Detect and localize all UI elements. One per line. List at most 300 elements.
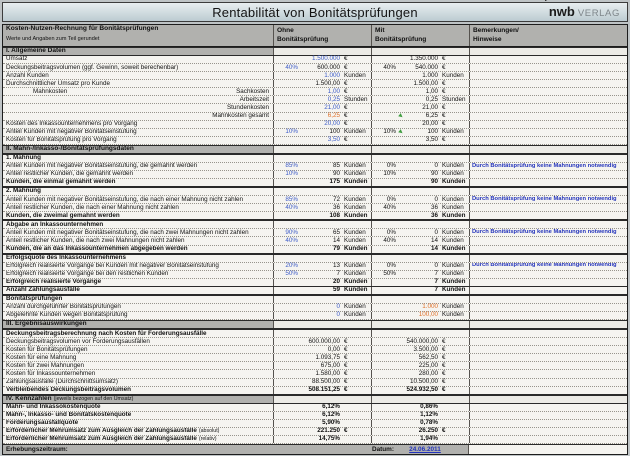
- row-label-cell: [3, 346, 274, 353]
- unit-label: €: [344, 79, 348, 87]
- cell-ohne[interactable]: [274, 436, 372, 443]
- cell-mit[interactable]: [372, 121, 470, 128]
- num-value: 0,86%: [420, 403, 438, 411]
- num-value: 508.151,25: [308, 385, 340, 393]
- row-label: Erforderlicher Mehrumsatz zum Ausgleich der Zahlungsausfälle: [6, 427, 197, 435]
- table-row: [3, 179, 627, 187]
- row-label: I. Allgemeine Daten: [6, 48, 66, 55]
- cell-ohne[interactable]: [274, 263, 372, 270]
- cell-mit[interactable]: [372, 171, 470, 178]
- cell-ohne[interactable]: [274, 404, 372, 411]
- cell-ohne[interactable]: [274, 196, 372, 203]
- cell-ohne[interactable]: [274, 163, 372, 170]
- cell-remark: [470, 129, 627, 136]
- row-label: Kunden, die an das Inkassounternehmen abgegeben werden: [6, 245, 188, 252]
- cell-ohne[interactable]: [274, 279, 372, 286]
- cell-ohne[interactable]: [274, 113, 372, 120]
- row-label-cell: [3, 279, 274, 286]
- cell-ohne[interactable]: [274, 137, 372, 144]
- num-value: 14,75%: [318, 435, 340, 443]
- cell-remark: [470, 321, 627, 328]
- num-value: 0,78%: [420, 419, 438, 427]
- num-value: 21,00: [324, 103, 340, 111]
- cell-remark: [470, 428, 627, 435]
- table-row: [3, 312, 627, 320]
- header-remarks-cell: [470, 25, 627, 46]
- num-value: 90: [332, 170, 340, 178]
- cell-remark: [470, 113, 627, 120]
- cell-remark: [470, 80, 627, 87]
- num-value: 7: [434, 278, 438, 286]
- cell-ohne[interactable]: [274, 56, 372, 63]
- cell-remark: [470, 196, 627, 203]
- num-value: 0: [336, 311, 340, 319]
- cell-mit[interactable]: [372, 379, 470, 386]
- cell-mit[interactable]: [372, 354, 470, 361]
- row-label: Anteil Kunden mit negativer Bonitätseinstufung: [6, 128, 137, 135]
- cell-ohne[interactable]: [274, 129, 372, 136]
- unit-label: Kunden: [344, 236, 366, 244]
- num-value: 1.000: [422, 71, 438, 79]
- unit-label: €: [442, 353, 446, 361]
- table-row: [3, 88, 627, 96]
- cell-ohne[interactable]: [274, 155, 372, 162]
- section-row: [3, 320, 627, 329]
- cell-ohne[interactable]: [274, 370, 372, 377]
- num-value: 100: [329, 128, 340, 135]
- cell-mit[interactable]: [372, 428, 470, 435]
- row-label: Kosten des Inkassounternehmens pro Vorgang: [6, 120, 138, 127]
- cell-mit[interactable]: [372, 204, 470, 211]
- cell-mit[interactable]: [372, 255, 470, 262]
- cell-ohne[interactable]: [274, 362, 372, 369]
- cell-ohne[interactable]: [274, 412, 372, 419]
- cell-ohne[interactable]: [274, 246, 372, 253]
- unit-label: Kunden: [344, 286, 368, 294]
- cell-mit[interactable]: [372, 48, 470, 55]
- cell-remark: [470, 404, 627, 411]
- cell-mit[interactable]: [372, 56, 470, 63]
- title-bar: [2, 2, 628, 22]
- cell-ohne[interactable]: [274, 171, 372, 178]
- table-row: [3, 436, 627, 444]
- row-label-cell: [3, 330, 274, 337]
- num-value: 72: [332, 195, 340, 203]
- row-label-cell: [3, 379, 274, 386]
- unit-label: Kunden: [442, 236, 464, 244]
- header-subtitle: Werte und Angaben zum Teil gerundet: [6, 35, 100, 42]
- cell-ohne[interactable]: [274, 271, 372, 278]
- row-label-cell: [3, 96, 274, 103]
- num-value: 6,12%: [322, 403, 340, 411]
- table-row: [3, 104, 627, 112]
- unit-label: Kunden: [344, 244, 368, 252]
- row-label: Kosten für eine Mahnung: [6, 354, 77, 361]
- cell-mit[interactable]: [372, 137, 470, 144]
- cell-remark: [470, 121, 627, 128]
- header-remarks-line2: Hinweise: [473, 35, 502, 43]
- cell-ohne[interactable]: [274, 312, 372, 319]
- row-label: Mahn- und Inkassokostenquote: [6, 403, 101, 411]
- row-label: Anteil restlicher Kunden, die gemahnt werden: [6, 170, 134, 178]
- row-sublabel: Arbeitszeit: [239, 96, 269, 103]
- cell-remark: [470, 204, 627, 211]
- cell-remark: [470, 354, 627, 361]
- cell-mit[interactable]: [372, 179, 470, 186]
- cell-ohne[interactable]: [274, 354, 372, 361]
- cell-mit[interactable]: [372, 155, 470, 162]
- cell-ohne[interactable]: [274, 121, 372, 128]
- cell-ohne[interactable]: [274, 255, 372, 262]
- unit-label: €: [344, 119, 348, 127]
- row-label-cell: [3, 370, 274, 377]
- cell-mit[interactable]: [372, 287, 470, 294]
- num-value: 100,00: [418, 311, 438, 319]
- cell-ohne[interactable]: [274, 304, 372, 311]
- row-label-note: (jeweils bezogen auf den Umsatz): [53, 395, 134, 402]
- table-row: [3, 80, 627, 88]
- pct-value: 0%: [386, 228, 396, 236]
- header-ohne-line2: Bonitätsprüfung: [277, 35, 329, 43]
- row-label-cell: [3, 221, 274, 228]
- unit-label: €: [344, 345, 348, 353]
- cell-mit[interactable]: [372, 330, 470, 337]
- unit-label: €: [442, 361, 446, 369]
- cell-ohne[interactable]: [274, 179, 372, 186]
- cell-ohne[interactable]: [274, 80, 372, 87]
- cell-ohne[interactable]: [274, 48, 372, 55]
- nwb-logo-name: nwb: [548, 4, 575, 19]
- num-value: 600.000: [317, 63, 340, 71]
- unit-label: Kunden: [442, 262, 464, 269]
- unit-label: €: [442, 377, 446, 385]
- num-value: 5,90%: [322, 419, 340, 427]
- cell-remark: [470, 330, 627, 337]
- row-label-cell: [3, 121, 274, 128]
- pct-value: 40%: [383, 63, 396, 71]
- row-label-cell: [3, 271, 274, 278]
- num-value: 7: [434, 286, 438, 294]
- cell-mit[interactable]: [372, 129, 470, 136]
- cell-ohne[interactable]: [274, 64, 372, 71]
- cell-mit[interactable]: [372, 279, 470, 286]
- cell-ohne[interactable]: [274, 229, 372, 236]
- cell-mit[interactable]: [372, 436, 470, 443]
- cell-ohne[interactable]: [274, 72, 372, 79]
- unit-label: €: [442, 136, 446, 144]
- page-title: Rentabilität von Bonitätsprüfungen: [212, 4, 418, 20]
- cell-mit[interactable]: [372, 221, 470, 228]
- cell-ohne[interactable]: [274, 146, 372, 153]
- cell-remark: [470, 179, 627, 186]
- unit-label: €: [344, 361, 348, 369]
- cell-ohne[interactable]: [274, 387, 372, 394]
- date-label: Datum:: [371, 446, 394, 453]
- row-label: Umsatz: [6, 56, 28, 63]
- cell-ohne[interactable]: [274, 296, 372, 303]
- unit-label: €: [442, 63, 446, 71]
- unit-label: Kunden: [344, 262, 366, 269]
- cell-ohne[interactable]: [274, 379, 372, 386]
- table-row: [3, 163, 627, 171]
- cell-remark: [470, 48, 627, 55]
- num-value: 1,12%: [420, 411, 438, 419]
- num-value: 1,94%: [420, 435, 438, 443]
- num-value: 88.500,00: [311, 377, 340, 385]
- num-value: 1.000: [422, 303, 438, 311]
- num-value: 65: [332, 228, 340, 236]
- cell-ohne[interactable]: [274, 96, 372, 103]
- cell-remark: [470, 412, 627, 419]
- cell-remark: [470, 346, 627, 353]
- num-value: 7: [434, 270, 438, 278]
- cell-mit[interactable]: [372, 72, 470, 79]
- pct-value: 10%: [285, 128, 298, 135]
- row-label: Anzahl durchgeführter Bonitätsprüfungen: [6, 303, 121, 311]
- header-mit-cell: [372, 25, 470, 46]
- nwb-verlag-logo: [549, 4, 620, 19]
- unit-label: €: [344, 377, 348, 385]
- row-label-cell: [3, 129, 274, 136]
- row-label: Kosten für Inkassounternehmen: [6, 370, 96, 377]
- table-row: [3, 220, 627, 229]
- cell-mit[interactable]: [372, 362, 470, 369]
- header-mit-line1: Mit: [375, 27, 385, 34]
- unit-label: Kunden: [442, 228, 464, 236]
- cell-remark: [470, 56, 627, 63]
- cell-remark: [470, 255, 627, 262]
- row-label-cell: [3, 304, 274, 311]
- cell-remark: [470, 64, 627, 71]
- cell-ohne[interactable]: [274, 104, 372, 111]
- row-label-cell: [3, 354, 274, 361]
- cell-remark: [470, 163, 627, 170]
- cell-remark: [470, 104, 627, 111]
- num-value: 14: [430, 244, 438, 252]
- num-value: 1.000: [324, 71, 340, 79]
- row-label: Erfolgreich realisierte Vorgänge bei den restlichen Kunden: [6, 270, 169, 278]
- row-label: Kosten für zwei Mahnungen: [6, 362, 85, 369]
- row-label: Anteil restlicher Kunden, die nach zwei Mahnungen nicht zahlen: [6, 237, 185, 244]
- cell-remark: [470, 396, 627, 403]
- cell-mit[interactable]: [372, 229, 470, 236]
- pct-value: 40%: [285, 63, 298, 71]
- row-label: 1. Mahnung: [6, 154, 41, 162]
- cell-mit[interactable]: [372, 396, 470, 403]
- header-label-cell: [3, 25, 274, 46]
- num-value: 20: [332, 278, 340, 286]
- cell-mit[interactable]: [372, 387, 470, 394]
- date-value[interactable]: 24.06.2011: [409, 446, 441, 453]
- cell-ohne[interactable]: [274, 204, 372, 211]
- cell-ohne[interactable]: [274, 330, 372, 337]
- row-label-cell: [3, 296, 274, 303]
- remark-text: Durch Bonitätsprüfung keine Mahnungen notwendig: [472, 196, 617, 202]
- table-row: [3, 56, 627, 64]
- num-value: 1.500,00: [413, 79, 438, 87]
- table-row: [3, 187, 627, 196]
- row-label-cell: [3, 404, 274, 411]
- cell-remark: [470, 296, 627, 303]
- row-label: Zahlungsausfälle (Durchschnittsumsatz): [6, 378, 118, 385]
- table-row: [3, 229, 627, 237]
- num-value: 0,25: [425, 95, 438, 103]
- cell-mit[interactable]: [372, 104, 470, 111]
- row-label-cell: [3, 212, 274, 219]
- row-label-cell: [3, 188, 274, 195]
- cell-mit[interactable]: [372, 80, 470, 87]
- cell-ohne[interactable]: [274, 428, 372, 435]
- table-row: [3, 246, 627, 254]
- cell-mit[interactable]: [372, 113, 470, 120]
- cell-mit[interactable]: [372, 246, 470, 253]
- cell-mit[interactable]: [372, 370, 470, 377]
- unit-label: Kunden: [344, 71, 366, 79]
- num-value: 90: [430, 178, 438, 186]
- cell-remark: [470, 171, 627, 178]
- unit-label: Kunden: [442, 244, 466, 252]
- row-label-cell: [3, 64, 274, 71]
- cell-mit[interactable]: [372, 196, 470, 203]
- cell-mit[interactable]: [372, 271, 470, 278]
- row-label: II. Mahn-/Inkasso-/Bonitätsprüfungsdaten: [6, 145, 134, 153]
- num-value: 6,25: [327, 111, 340, 119]
- table-row: [3, 329, 627, 338]
- cell-remark: [470, 229, 627, 236]
- unit-label: €: [344, 87, 348, 95]
- num-value: 3,50: [425, 136, 438, 144]
- cell-mit[interactable]: [372, 96, 470, 103]
- cell-mit[interactable]: [372, 237, 470, 244]
- row-label: III. Ergebnisauswirkungen: [6, 321, 87, 328]
- pct-value: 10%: [383, 170, 396, 178]
- cell-ohne[interactable]: [274, 346, 372, 353]
- table-row: [3, 64, 627, 72]
- table-row: [3, 113, 627, 121]
- row-label-cell: [3, 196, 274, 203]
- unit-label: €: [344, 55, 348, 63]
- cell-mit[interactable]: [372, 146, 470, 153]
- unit-label: €: [344, 103, 348, 111]
- unit-label: €: [442, 385, 446, 393]
- unit-label: Kunden: [442, 311, 464, 319]
- unit-label: €: [344, 353, 348, 361]
- cell-mit[interactable]: [372, 338, 470, 345]
- cell-remark: [470, 287, 627, 294]
- num-value: 6,12%: [322, 411, 340, 419]
- row-label: Mahnkosten: [33, 88, 68, 95]
- cell-mit[interactable]: [372, 296, 470, 303]
- cell-remark: [470, 338, 627, 345]
- cell-ohne[interactable]: [274, 420, 372, 427]
- row-label: Erfolgreich realisierte Vorgänge: [6, 278, 102, 286]
- num-value: 540.000: [415, 63, 438, 71]
- cell-mit[interactable]: [372, 412, 470, 419]
- cell-remark: [470, 212, 627, 219]
- cell-mit[interactable]: [372, 188, 470, 195]
- pct-value: 10%: [285, 170, 298, 178]
- cell-ohne[interactable]: [274, 321, 372, 328]
- cell-ohne[interactable]: [274, 88, 372, 95]
- cell-mit[interactable]: [372, 404, 470, 411]
- cell-mit[interactable]: [372, 312, 470, 319]
- table-row: [3, 237, 627, 245]
- row-label-cell: [3, 163, 274, 170]
- num-value: 100: [427, 128, 438, 135]
- row-label-cell: [3, 80, 274, 87]
- table-row: [3, 412, 627, 420]
- row-label-cell: [3, 321, 274, 328]
- table-row: [3, 96, 627, 104]
- cell-mit[interactable]: [372, 263, 470, 270]
- cell-mit[interactable]: [372, 304, 470, 311]
- cell-mit[interactable]: [372, 346, 470, 353]
- section-row: [3, 395, 627, 404]
- unit-label: Kunden: [344, 128, 366, 135]
- table-row: [3, 420, 627, 428]
- num-value: 1.500.000: [311, 55, 340, 63]
- unit-label: Kunden: [344, 170, 366, 178]
- row-label-cell: [3, 204, 274, 211]
- num-value: 36: [430, 203, 438, 211]
- unit-label: €: [344, 427, 348, 435]
- unit-label: €: [344, 136, 348, 144]
- num-value: 0: [434, 228, 438, 236]
- cell-ohne[interactable]: [274, 338, 372, 345]
- cell-mit[interactable]: [372, 88, 470, 95]
- cell-remark: [470, 72, 627, 79]
- num-value: 1.093,75: [315, 353, 340, 361]
- cell-ohne[interactable]: [274, 237, 372, 244]
- pct-value: 20%: [285, 262, 298, 269]
- cell-mit[interactable]: [372, 321, 470, 328]
- num-value: 90: [430, 170, 438, 178]
- cell-ohne[interactable]: [274, 212, 372, 219]
- row-label: Deckungsbeitragsvolumen vor Forderungsausfällen: [6, 338, 150, 345]
- num-value: 1,00: [327, 87, 340, 95]
- pct-value: 85%: [285, 195, 298, 203]
- table-row: [3, 121, 627, 129]
- section-row: [3, 145, 627, 154]
- row-label-cell: [3, 113, 274, 120]
- cell-remark: [470, 304, 627, 311]
- cell-ohne[interactable]: [274, 188, 372, 195]
- row-label-cell: [3, 237, 274, 244]
- table-row: [3, 263, 627, 271]
- cell-mit[interactable]: [372, 163, 470, 170]
- unit-label: €: [442, 337, 446, 345]
- cell-mit[interactable]: [372, 212, 470, 219]
- pct-value: 90%: [285, 228, 298, 236]
- remark-text: Durch Bonitätsprüfung keine Mahnungen notwendig: [472, 262, 617, 269]
- unit-label: Kunden: [344, 162, 366, 170]
- num-value: 1.580,00: [315, 369, 340, 377]
- unit-label: Kunden: [344, 311, 366, 319]
- cell-mit[interactable]: [372, 64, 470, 71]
- cell-ohne[interactable]: [274, 396, 372, 403]
- table-row: [3, 295, 627, 304]
- cell-remark: [470, 96, 627, 103]
- cell-ohne[interactable]: [274, 221, 372, 228]
- num-value: 79: [332, 244, 340, 252]
- cell-mit[interactable]: [372, 420, 470, 427]
- cell-ohne[interactable]: [274, 287, 372, 294]
- row-label-cell: [3, 338, 274, 345]
- table-row: [3, 171, 627, 179]
- num-value: 6,25: [425, 111, 438, 119]
- header-ohne-line1: Ohne: [277, 27, 294, 34]
- cell-remark: [470, 188, 627, 195]
